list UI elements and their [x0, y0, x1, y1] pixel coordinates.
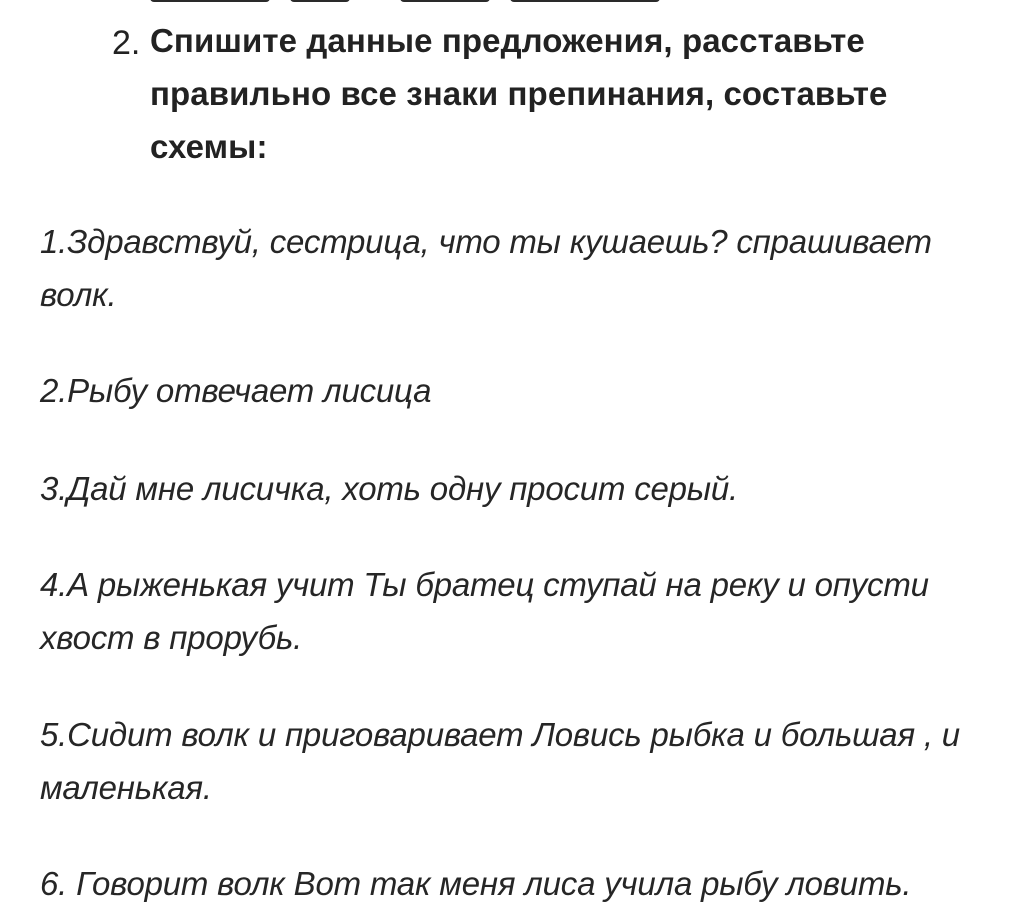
task-instruction: Спишите данные предложения, расставьте правильно все знаки препинания, составьте схемы: — [150, 22, 888, 165]
sentence-2: 2.Рыбу отвечает лисица — [40, 372, 432, 409]
sentence-5: 5.Сидит волк и приговаривает Ловись рыбка и большая , и маленькая. — [40, 716, 960, 806]
sentence-4: 4.А рыженькая учит Ты братец ступай на реку и опусти хвост в прорубь. — [40, 566, 929, 656]
cropped-previous-line — [150, 0, 750, 2]
sentence-6: 6. Говорит волк Вот так меня лиса учила рыбу ловить. — [40, 865, 912, 902]
task-number: 2. — [112, 24, 141, 62]
sentence-3: 3.Дай мне лисичка, хоть одну просит серый. — [40, 470, 739, 507]
sentence-1: 1.Здравствуй, сестрица, что ты кушаешь? спрашивает волк. — [40, 223, 932, 313]
